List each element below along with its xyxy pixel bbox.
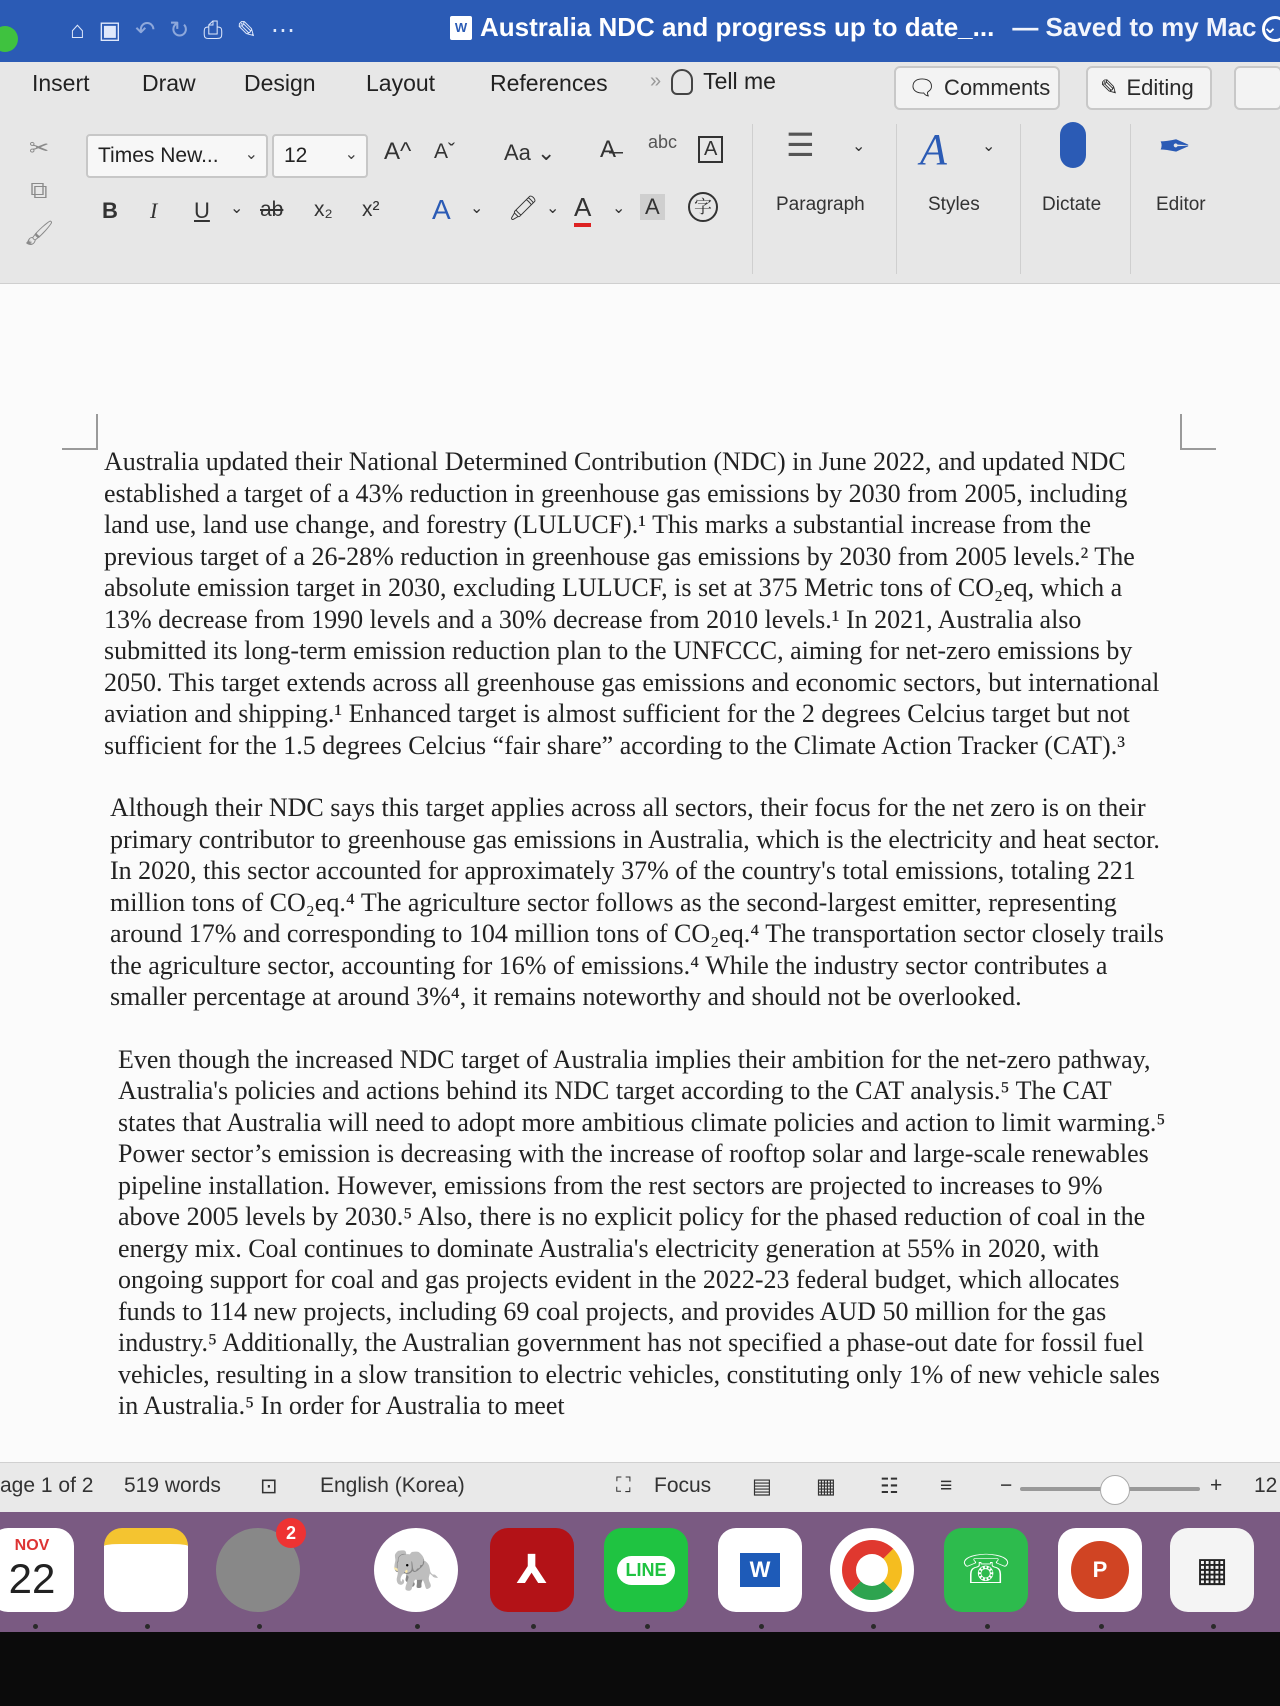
running-indicator xyxy=(531,1624,536,1629)
draft-view-icon[interactable]: ≡ xyxy=(940,1474,953,1497)
tell-me-search[interactable] xyxy=(650,68,776,95)
word-count[interactable]: 519 words xyxy=(124,1474,221,1497)
chrome-logo xyxy=(842,1540,902,1600)
line-label: LINE xyxy=(617,1556,674,1585)
macos-dock xyxy=(0,1512,1280,1632)
dictate-label[interactable]: Dictate xyxy=(1042,194,1102,215)
grow-font-icon[interactable]: A^ xyxy=(384,138,412,165)
ribbon-divider xyxy=(752,124,753,274)
styles-group-label[interactable]: Styles xyxy=(928,194,980,215)
document-page[interactable] xyxy=(0,284,1280,1462)
word-app-icon[interactable] xyxy=(718,1528,802,1612)
document-title[interactable] xyxy=(450,12,1278,43)
font-color-icon[interactable]: A xyxy=(574,192,591,227)
zoom-level[interactable]: 12 xyxy=(1254,1474,1278,1497)
ribbon-divider xyxy=(1130,124,1131,274)
more-tabs-icon[interactable]: » xyxy=(650,70,662,92)
zoom-slider-handle[interactable] xyxy=(1100,1475,1130,1505)
powerpoint-label: P xyxy=(1071,1541,1129,1599)
editor-label[interactable]: Editor xyxy=(1156,194,1206,215)
format-painter-icon[interactable]: 🖌 xyxy=(23,220,55,247)
zoom-out-icon[interactable]: − xyxy=(1000,1474,1013,1497)
quick-access-toolbar xyxy=(70,16,295,46)
acrobat-app-icon[interactable]: ⅄ xyxy=(490,1528,574,1612)
character-border-icon[interactable]: A xyxy=(698,136,723,163)
character-shading-icon[interactable]: A xyxy=(640,194,665,220)
paragraph-icon[interactable]: ☰ xyxy=(786,127,815,163)
cut-icon[interactable]: ✂ xyxy=(28,135,50,162)
language[interactable]: English (Korea) xyxy=(320,1474,465,1497)
line-app-icon[interactable] xyxy=(604,1528,688,1612)
web-layout-icon[interactable]: ▦ xyxy=(816,1475,836,1498)
strikethrough-button[interactable]: ab xyxy=(260,198,284,221)
ribbon xyxy=(0,62,1280,284)
font-name-value: Times New... xyxy=(98,144,219,167)
running-indicator xyxy=(645,1624,650,1629)
margin-marker-left xyxy=(62,414,98,450)
calendar-month: NOV xyxy=(14,1537,50,1554)
outline-view-icon[interactable]: ☷ xyxy=(880,1475,899,1498)
calendar-day: 22 xyxy=(8,1555,56,1602)
tab-references[interactable]: References xyxy=(490,70,608,96)
powerpoint-app-icon[interactable] xyxy=(1058,1528,1142,1612)
print-layout-icon[interactable]: ▤ xyxy=(752,1475,772,1498)
paragraph-group-label[interactable]: Paragraph xyxy=(776,194,865,215)
tab-design[interactable]: Design xyxy=(244,70,316,96)
edit-doc-icon[interactable]: ✎ xyxy=(236,17,257,44)
more-icon[interactable]: ⋯ xyxy=(270,17,295,44)
text-effects-icon[interactable]: abc xyxy=(648,132,678,152)
save-icon[interactable]: ▣ xyxy=(98,17,122,44)
change-case-button[interactable]: Aa ⌄ xyxy=(504,140,556,165)
underline-options-icon[interactable]: ⌄ xyxy=(230,200,244,217)
title-bar xyxy=(0,0,1280,62)
redo-icon[interactable]: ↻ xyxy=(169,17,190,44)
styles-icon[interactable]: A xyxy=(920,125,947,174)
running-indicator xyxy=(871,1624,876,1629)
save-status: — Saved to my Mac xyxy=(1012,12,1257,42)
superscript-button[interactable]: x² xyxy=(362,198,380,221)
pencil-icon: ✎ xyxy=(1100,75,1119,100)
whatsapp-app-icon[interactable]: ☏ xyxy=(944,1528,1028,1612)
running-indicator xyxy=(257,1624,262,1629)
share-button[interactable] xyxy=(1234,66,1280,110)
font-size-select[interactable] xyxy=(272,134,368,178)
lightbulb-icon xyxy=(671,69,693,95)
notes-app-icon[interactable] xyxy=(104,1528,188,1612)
page-count[interactable]: age 1 of 2 xyxy=(0,1474,94,1497)
running-indicator xyxy=(33,1624,38,1629)
running-indicator xyxy=(759,1624,764,1629)
chevron-down-icon[interactable]: ⌄ xyxy=(470,200,484,217)
margin-marker-right xyxy=(1180,414,1216,450)
running-indicator xyxy=(415,1624,420,1629)
chevron-down-icon[interactable]: ⌄ xyxy=(546,200,560,217)
running-indicator xyxy=(1099,1624,1104,1629)
change-case-label: Aa xyxy=(504,140,531,165)
highlight-icon[interactable]: 🖍 xyxy=(508,195,539,222)
status-bar xyxy=(0,1462,1280,1512)
editor-pen-icon[interactable]: ✒ xyxy=(1158,125,1192,169)
chevron-down-icon[interactable]: ⌄ xyxy=(852,138,866,155)
proofing-icon[interactable]: ⊡ xyxy=(260,1475,278,1498)
document-body[interactable] xyxy=(104,446,1170,1453)
document-area[interactable] xyxy=(0,284,1280,1462)
home-icon[interactable]: ⌂ xyxy=(70,17,85,44)
screen-bezel xyxy=(0,1632,1280,1706)
print-icon[interactable]: ⎙ xyxy=(203,17,223,44)
underline-button[interactable]: U xyxy=(194,198,210,223)
undo-icon[interactable]: ↶ xyxy=(135,17,156,44)
word-label: W xyxy=(740,1553,781,1587)
editing-button[interactable] xyxy=(1086,66,1212,110)
tell-me-label: Tell me xyxy=(703,68,776,94)
clear-formatting-icon[interactable]: A̶ xyxy=(600,136,617,163)
comments-button[interactable] xyxy=(894,66,1060,110)
document-name: Australia NDC and progress up to date_... xyxy=(480,12,995,42)
italic-button[interactable]: I xyxy=(150,198,158,223)
system-settings-icon[interactable] xyxy=(216,1523,300,1612)
ribbon-divider xyxy=(896,124,897,274)
window-zoom-button[interactable] xyxy=(0,26,18,52)
ribbon-divider xyxy=(1020,124,1021,274)
chrome-app-icon[interactable] xyxy=(830,1528,914,1612)
tab-draw[interactable]: Draw xyxy=(142,70,196,96)
word-doc-icon: W xyxy=(450,16,472,40)
running-indicator xyxy=(985,1624,990,1629)
zoom-in-icon[interactable]: + xyxy=(1210,1474,1223,1497)
clipboard-group xyxy=(14,134,64,262)
bold-button[interactable]: B xyxy=(102,198,118,223)
comments-label: Comments xyxy=(943,75,1051,100)
comment-icon: 🗨 xyxy=(908,75,936,100)
subscript-button[interactable]: x₂ xyxy=(314,198,333,221)
calculator-app-icon[interactable]: ▦ xyxy=(1170,1528,1254,1612)
chevron-down-icon[interactable]: ⌄ xyxy=(1262,17,1278,37)
chevron-down-icon: ⌄ xyxy=(244,146,258,163)
calendar-app-icon[interactable] xyxy=(0,1528,74,1612)
shrink-font-icon[interactable]: Aˇ xyxy=(434,140,455,163)
paragraph-3[interactable]: Even though the increased NDC target of Australia implies their ambition for the net-zero pathway, Australia's policies and actions behind its NDC target according to the CAT analysis.⁵ The CAT states that Australia will need to adopt more ambitious climate policies and action to limit warming.⁵ Power sector’s emission is decreasing with the increase of rooftop solar and large-scale renewables pipeline installation. However, emissions from the rest sectors are projected to increases to 9% above 2005 levels by 2030.⁵ Also, there is no explicit policy for the phased reduction of coal in the energy mix. Coal continues to dominate Australia's electricity generation at 55% in 2020, with ongoing support for coal and gas projects evident in the 2022-23 federal budget, which allocates funds to 114 new projects, including 69 coal projects, and provides AUD 50 million for the gas industry.⁵ Additionally, the Australian government has not specified a phase-out date for fossil fuel vehicles, resulting in a slow transition to electric vehicles, constituting only 1% of new vehicle sales in Australia.⁵ In order for Australia to meet xyxy=(118,1044,1166,1420)
paragraph-1[interactable]: Australia updated their National Determined Contribution (NDC) in June 2022, and updated NDC established a target of a 43% reduction in greenhouse gas emissions by 2030 from 2005, including land use, land use change, and forestry (LULUCF).¹ This marks a substantial increase from the previous target of a 26-28% reduction in greenhouse gas emissions by 2030 from 2005 levels.² The absolute emission target in 2030, excluding LULUCF, is set at 375 Metric tons of CO₂eq, which a 13% decrease from 1990 levels and a 30% decrease from 2010 levels.¹ In 2021, Australia also submitted its long-term emission reduction plan to the UNFCCC, aiming for net-zero emissions by 2050. This target extends across all greenhouse gas emissions and economic sectors, but international aviation and shipping.¹ Enhanced target is almost sufficient for the 2 degrees Celcius target but not sufficient for the 1.5 degrees Celcius “fair share” according to the Climate Action Tracker (CAT).³ xyxy=(104,447,1160,760)
tab-layout[interactable]: Layout xyxy=(366,70,436,96)
tab-insert[interactable]: Insert xyxy=(32,70,90,96)
chevron-down-icon[interactable]: ⌄ xyxy=(982,138,996,155)
focus-label[interactable]: Focus xyxy=(654,1474,712,1497)
ribbon-tabs xyxy=(0,62,1280,118)
copy-icon[interactable]: ⧉ xyxy=(30,177,48,204)
chevron-down-icon: ⌄ xyxy=(344,146,358,163)
running-indicator xyxy=(1211,1624,1216,1629)
running-indicator xyxy=(145,1624,150,1629)
chevron-down-icon[interactable]: ⌄ xyxy=(612,200,626,217)
microphone-icon[interactable] xyxy=(1060,122,1086,168)
notification-badge: 2 xyxy=(276,1518,306,1548)
font-name-select[interactable] xyxy=(86,134,268,178)
phonetic-guide-icon[interactable]: 字 xyxy=(688,192,718,222)
paragraph-2[interactable]: Although their NDC says this target applies across all sectors, their focus for the net zero is on their primary contributor to greenhouse gas emissions in Australia, which is the electricity and heat sector. In 2020, this sector accounted for approximately 37% of the country's total emissions, totaling 221 million tons of CO₂eq.⁴ The agriculture sector follows as the second-largest emitter, representing around 17% and corresponding to 104 million tons of CO₂eq.⁴ The transportation sector closely trails the agriculture sector, accounting for 16% of emissions.⁴ While the industry sector contributes a smaller percentage at around 3%⁴, it remains noteworthy and should not be overlooked. xyxy=(110,793,1164,1011)
text-effects-a-icon[interactable]: A xyxy=(432,194,451,225)
editing-label: Editing xyxy=(1126,75,1194,100)
font-size-value: 12 xyxy=(284,144,308,167)
evernote-app-icon[interactable]: 🐘 xyxy=(374,1528,458,1612)
focus-icon[interactable]: ⛶ xyxy=(616,1474,631,1497)
